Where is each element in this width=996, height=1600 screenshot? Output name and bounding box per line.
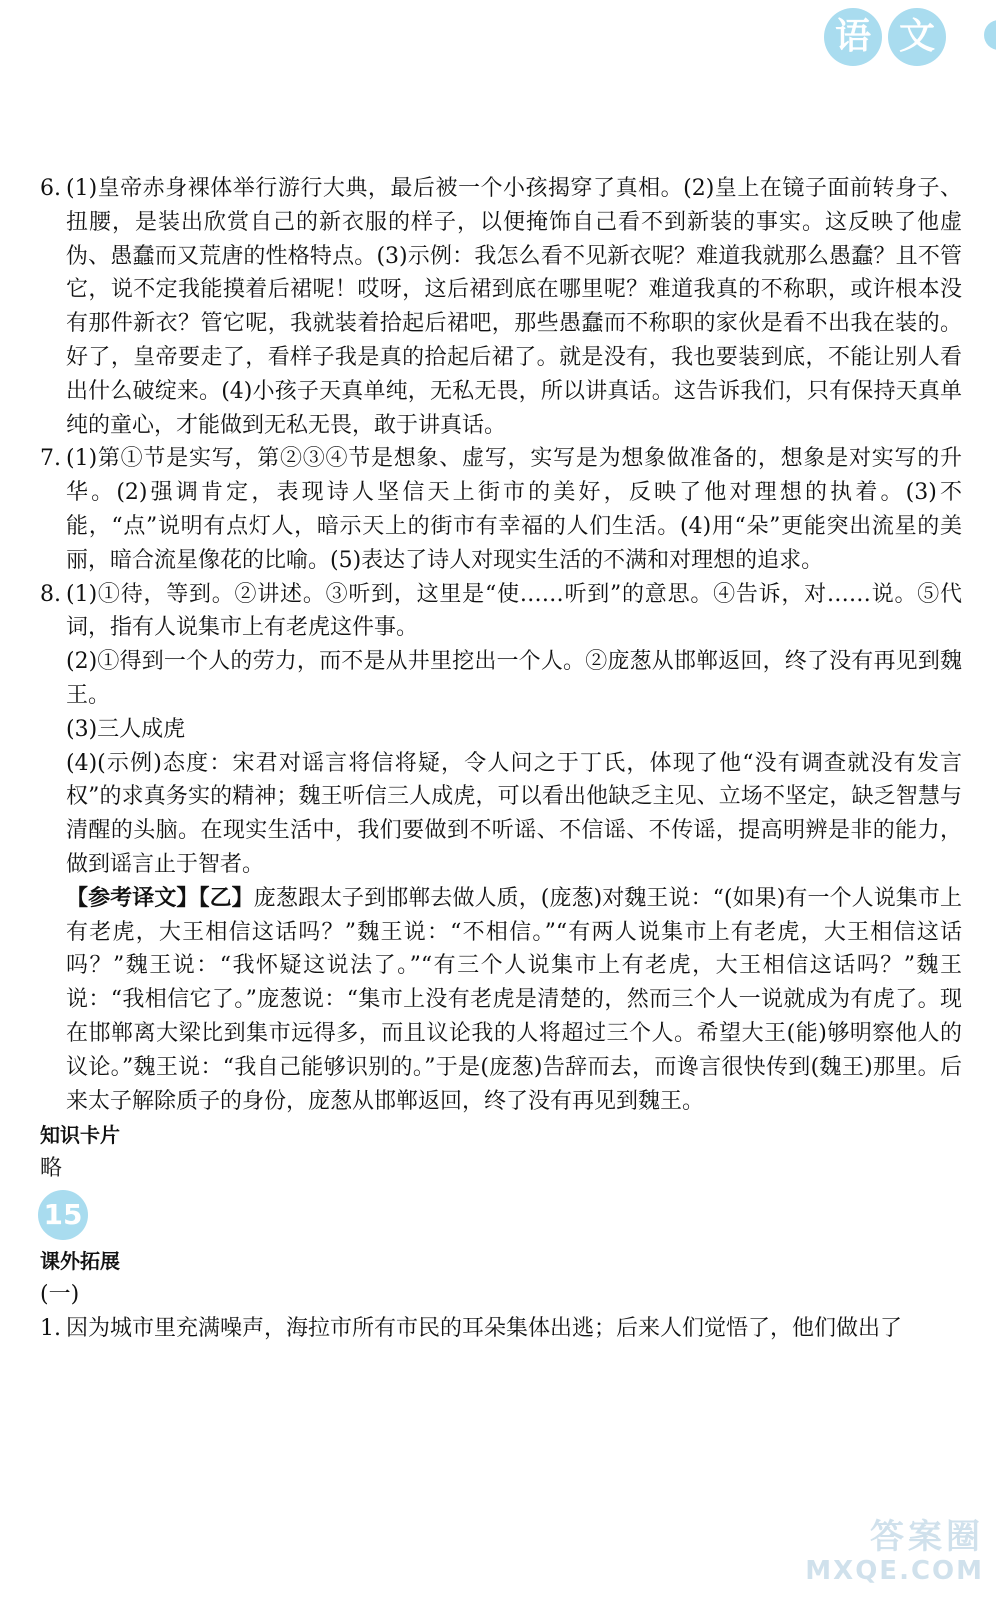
translation-text: 庞葱跟太子到邯郸去做人质，(庞葱)对魏王说：“(如果)有一个人说集市上有老虎，大王相信这话吗？”魏王说：“不相信。”“有两人说集市上有老虎，大王相信这话吗？”魏王说：“我怀疑这说法了。”“有三个人说集市上有老虎，大王相信这话吗？”魏王说：“我相信它了。”庞葱说：“集市上没有老虎是清楚的，然而三个人一说就成为有虎了。现在邯郸离大梁比到集市远得多，而且议论我的人将超过三个人。希望大王(能)够明察他人的议论。”魏王说：“我自己能够识别的。”于是(庞葱)告辞而去，而谗言很快传到(魏王)那里。后来太子解除质子的身份，庞葱从邯郸返回，终了没有再见到魏王。 [66, 885, 962, 1114]
answer-item-6 [40, 172, 962, 442]
answer-content [40, 172, 962, 1346]
item-8-part-2: (2)①得到一个人的劳力，而不是从井里挖出一个人。②庞葱从邯郸返回，终了没有再见到魏王。 [66, 649, 962, 708]
translation-sublabel: 【乙】 [198, 884, 254, 911]
lesson-badge-row [40, 1186, 962, 1244]
subject-decoration-circle [984, 20, 996, 50]
extension-heading: 课外拓展 [40, 1249, 120, 1274]
extension-part: (一) [40, 1282, 80, 1308]
item-text: 因为城市里充满噪声，海拉市所有市民的耳朵集体出逃；后来人们觉悟了，他们做出了 [66, 1315, 903, 1341]
item-8-part-1: (1)①待，等到。②讲述。③听到，这里是“使……听到”的意思。④告诉，对……说。⑤代词，指有人说集市上有老虎这件事。 [66, 581, 962, 641]
knowledge-card-text: 略 [40, 1156, 63, 1182]
lesson-number-badge: 15 [38, 1190, 88, 1240]
item-number: 8. [40, 581, 61, 607]
answer-item-7 [40, 442, 962, 577]
knowledge-card-heading: 知识卡片 [40, 1123, 120, 1148]
item-number: 1. [40, 1315, 61, 1341]
extension-item-1 [40, 1312, 962, 1346]
site-watermark [805, 1517, 984, 1588]
subject-char-1: 语 [824, 8, 882, 66]
item-8-translation [66, 882, 962, 1119]
item-text: (1)皇帝赤身裸体举行游行大典，最后被一个小孩揭穿了真相。(2)皇上在镜子面前转身子、扭腰，是装出欣赏自己的新衣服的样子，以便掩饰自己看不到新装的事实。这反映了他虚伪、愚蠢而又荒唐的性格特点。(3)示例：我怎么看不见新衣呢？难道我就那么愚蠢？且不管它，说不定我能摸着后裙呢！哎呀，这后裙到底在哪里呢？难道我真的不称职，或许根本没有那件新衣？管它呢，我就装着拾起后裙吧，那些愚蠢而不称职的家伙是看不出我在装的。好了，皇帝要走了，看样子我是真的拾起后裙了。就是没有，我也要装到底，不能让别人看出什么破绽来。(4)小孩子天真单纯，无私无畏，所以讲真话。这告诉我们，只有保持天真单纯的童心，才能做到无私无畏，敢于讲真话。 [66, 176, 962, 438]
item-number: 6. [40, 176, 61, 201]
item-8-part-3: (3)三人成虎 [66, 716, 186, 742]
item-8-part-4: (4)(示例)态度：宋君对谣言将信将疑，令人问之于丁氏，体现了他“没有调查就没有发言权”的求真务实的精神；魏王听信三人成虎，可以看出他缺乏主见、立场不坚定，缺乏智慧与清醒的头脑。在现实生活中，我们要做到不听谣、不信谣、不传谣，提高明辨是非的能力，做到谣言止于智者。 [66, 750, 962, 877]
translation-label: 【参考译文】 [66, 884, 199, 911]
watermark-logo-text: 答案圈 [870, 1517, 984, 1557]
watermark-url: MXQE.COM [805, 1556, 984, 1586]
item-text: (1)第①节是实写，第②③④节是想象、虚写，实写是为想象做准备的，想象是对实写的升华。(2)强调肯定，表现诗人坚信天上街市的美好，反映了他对理想的执着。(3)不能，“点”说明有点灯人，暗示天上的街市有幸福的人们生活。(4)用“朵”更能突出流星的美丽，暗合流星像花的比喻。(5)表达了诗人对现实生活的不满和对理想的追求。 [66, 446, 962, 573]
answer-item-8 [40, 578, 962, 1119]
subject-char-2: 文 [888, 8, 946, 66]
item-number: 7. [40, 446, 61, 472]
